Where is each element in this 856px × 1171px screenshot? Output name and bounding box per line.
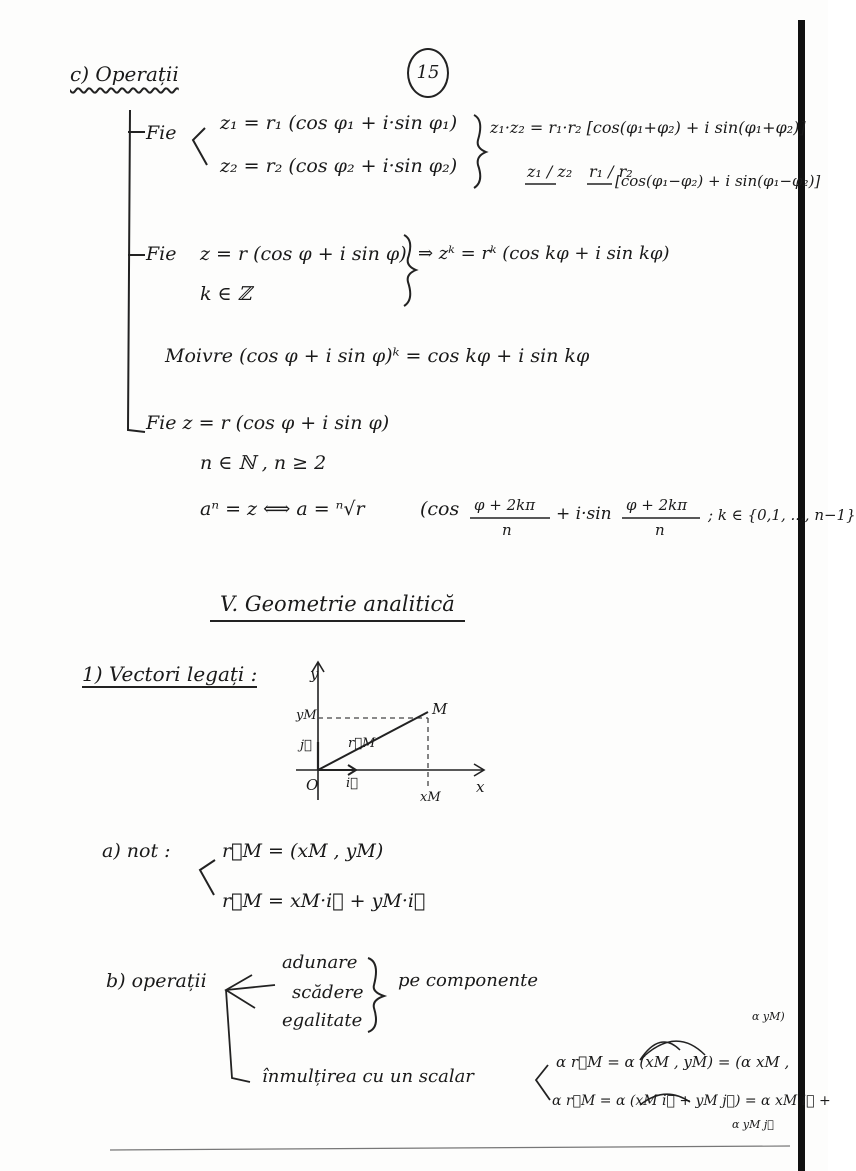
- moivre-formula: Moivre (cos φ + i sin φ)ᵏ = cos kφ + i sin kφ: [165, 345, 590, 367]
- chapter-title: V. Geometrie analitică: [210, 592, 465, 622]
- graph-xm-label: xM: [420, 790, 441, 805]
- scalar-formula-1: α r⃗M = α (xM , yM) = (α xM ,: [556, 1053, 790, 1071]
- n-condition: n ∈ ℕ , n ≥ 2: [200, 452, 327, 474]
- root-frac1-den: n: [502, 521, 512, 539]
- notation-2: r⃗M = xM·i⃗ + yM·i⃗: [222, 890, 426, 912]
- section-c-header: c) Operații: [70, 62, 179, 86]
- root-plus-sin: + i·sin: [556, 504, 612, 524]
- scalar-formula-1-note: α yM): [752, 1010, 785, 1023]
- graph-y-axis-label: y: [310, 665, 319, 683]
- quotient-rhs: [cos(φ₁−φ₂) + i sin(φ₁−φ₂)]: [615, 172, 821, 190]
- root-lhs: aⁿ = z ⟺ a = ⁿ√r: [200, 498, 365, 520]
- page-number: 15: [407, 48, 449, 98]
- op-componentwise: pe componente: [398, 970, 538, 991]
- graph-x-axis-label: x: [476, 778, 485, 796]
- notation-label: a) not :: [102, 840, 171, 862]
- scalar-formula-2-note: α yM j⃗: [732, 1118, 774, 1131]
- scalar-formula-2: α r⃗M = α (xM i⃗ + yM j⃗) = α xM i⃗ +: [552, 1093, 831, 1109]
- fie-label-2: Fie: [146, 243, 177, 265]
- graph-j-label: j⃗: [300, 738, 312, 753]
- graph-i-label: i⃗: [346, 776, 358, 791]
- graph-ym-label: yM: [296, 708, 317, 723]
- power-formula: ⇒ zᵏ = rᵏ (cos kφ + i sin kφ): [418, 243, 670, 264]
- fie-label-1: Fie: [146, 122, 177, 144]
- z2-formula: z₂ = r₂ (cos φ₂ + i·sin φ₂): [220, 155, 458, 177]
- z-polar-formula: z = r (cos φ + i sin φ): [200, 243, 407, 265]
- z1-formula: z₁ = r₁ (cos φ₁ + i·sin φ₁): [220, 112, 458, 134]
- operations-label: b) operații: [106, 970, 207, 992]
- root-frac1-num: φ + 2kπ: [474, 496, 536, 514]
- product-formula: z₁·z₂ = r₁·r₂ [cos(φ₁+φ₂) + i sin(φ₁+φ₂)]: [490, 118, 806, 137]
- graph-rm-label: r⃗M: [348, 736, 376, 751]
- op-scalar-multiplication: înmulțirea cu un scalar: [262, 1066, 474, 1087]
- k-in-z: k ∈ ℤ: [200, 283, 252, 305]
- root-frac2-den: n: [655, 521, 665, 539]
- root-frac2-num: φ + 2kπ: [626, 496, 688, 514]
- root-k-range: ; k ∈ {0,1, ..., n−1}: [708, 506, 856, 524]
- op-addition: adunare: [282, 952, 358, 973]
- graph-point-m: M: [432, 700, 448, 718]
- quotient-lhs: z₁ / z₂: [527, 162, 573, 181]
- fie-root-line: Fie z = r (cos φ + i sin φ): [146, 412, 390, 434]
- graph-origin-label: O: [306, 776, 319, 794]
- op-equality: egalitate: [282, 1010, 363, 1031]
- vectors-title: 1) Vectori legați :: [82, 662, 258, 686]
- root-cos-open: (cos: [420, 498, 460, 520]
- notation-1: r⃗M = (xM , yM): [222, 840, 384, 862]
- quotient-coefficient: r₁ / r₂: [589, 162, 633, 181]
- op-subtraction: scădere: [292, 982, 364, 1003]
